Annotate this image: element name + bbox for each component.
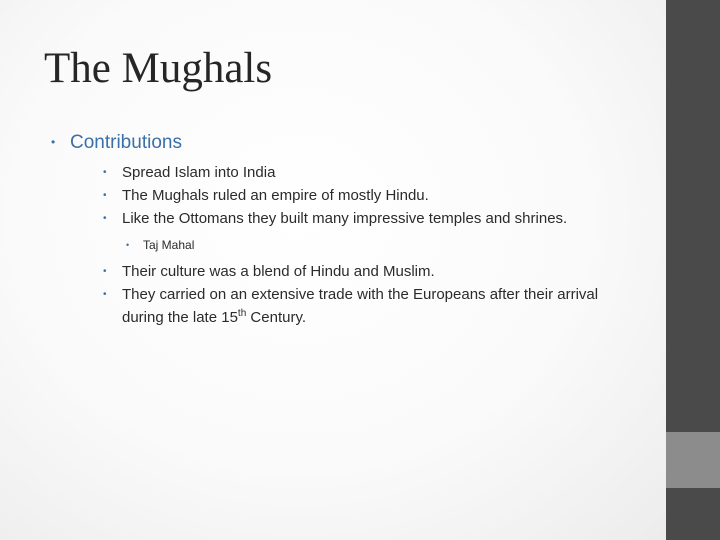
bullet-list-a (103, 161, 567, 230)
bullet-icon: • (103, 266, 107, 277)
list-item: • Their culture was a blend of Hindu and Muslim. (103, 260, 603, 283)
list-item: • Like the Ottomans they built many impressive temples and shrines. (103, 207, 567, 230)
bullet-icon: • (51, 135, 56, 149)
sidebar-light-panel (666, 432, 720, 488)
slide-title: The Mughals (44, 45, 273, 92)
bullet-icon: • (103, 213, 107, 224)
list-item: • The Mughals ruled an empire of mostly Hindu. (103, 184, 567, 207)
bullet-contributions (51, 132, 182, 154)
list-item: • Spread Islam into India (103, 161, 567, 184)
bullet-label: Contributions (70, 132, 182, 153)
sub-bullet-taj-mahal: • Taj Mahal (126, 238, 195, 252)
sidebar-dark-panel (666, 0, 720, 432)
bullet-icon: • (103, 190, 107, 201)
bullet-icon: • (126, 240, 130, 250)
bullet-icon: • (103, 167, 107, 178)
bullet-icon: • (103, 289, 107, 300)
bullet-list-b (103, 260, 603, 329)
sidebar-dark-tail (666, 488, 720, 540)
list-item-trade: • They carried on an extensive trade with the Europeans after their arrival during the late 15th Century. (103, 283, 603, 329)
